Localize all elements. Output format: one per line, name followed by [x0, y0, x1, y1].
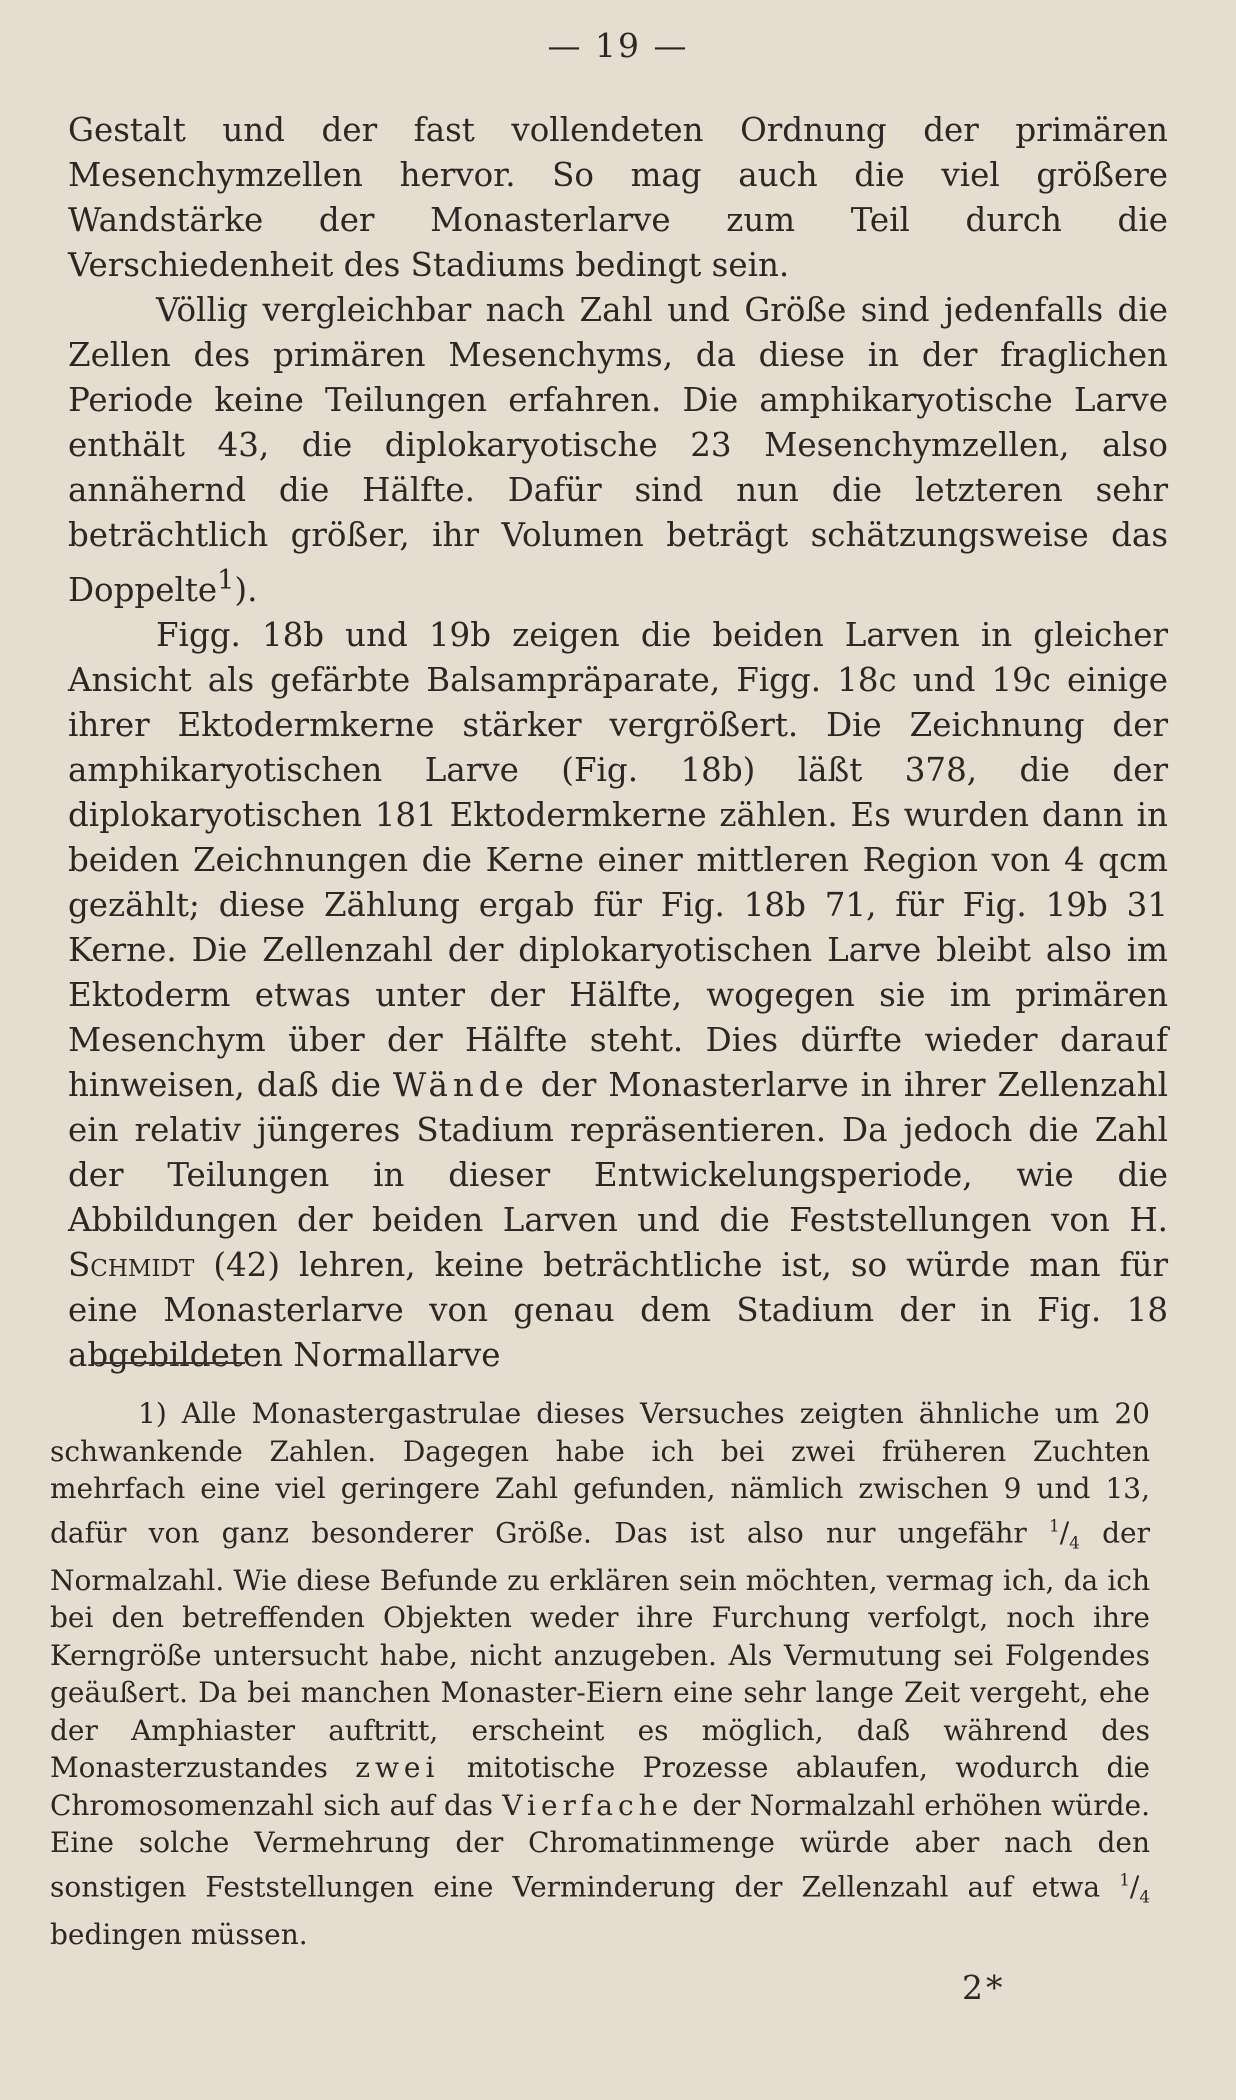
footnote-divider — [95, 1362, 245, 1364]
emphasis-vierfache: Vierfache — [502, 1788, 684, 1822]
footnote-text — [50, 1395, 1150, 1954]
fraction-quarter: $^1/_4$ — [1049, 1515, 1080, 1553]
main-text — [68, 108, 1168, 1378]
footnote-reference: 1 — [217, 565, 235, 596]
paragraph-2 — [68, 288, 1168, 613]
emphasis-waende: Wände — [392, 1065, 529, 1104]
footnote-text-d: der Normalzahl erhöhen würde. Eine solche Vermehrung der Chromatinmenge würde aber nach den sonstigen Feststellungen eine Verminderung der Zellenzahl auf etwa — [50, 1788, 1150, 1904]
paragraph-3-text-a: Figg. 18b und 19b zeigen die beiden Larven in gleicher Ansicht als gefärbte Balsampräparate, Figg. 18c und 19c einige ihrer Ektodermkerne stärker vergrößert. Die Zeichnung der amphikaryotischen Larve (Fig. 18b) läßt 378, die der diplokaryotischen 181 Ektodermkerne zählen. Es wurden dann in beiden Zeichnungen die Kerne einer mittleren Region von 4 qcm gezählt; diese Zählung ergab für Fig. 18b 71, für Fig. 19b 31 Kerne. Die Zellenzahl der diplokaryotischen Larve bleibt also im Ektoderm etwas unter der Hälfte, wogegen sie im primären Mesenchym über der Hälfte steht. Dies dürfte wieder darauf hinweisen, daß die — [68, 615, 1168, 1104]
fraction-numerator-2: 1 — [1119, 1869, 1130, 1890]
paragraph-1: Gestalt und der fast vollendeten Ordnung der primären Mesenchymzellen hervor. So mag auch die viel größere Wandstärke der Monasterlarve zum Teil durch die Verschiedenheit des Stadiums bedingt sein. — [68, 111, 1168, 284]
paragraph-3-text-c: (42) lehren, keine beträchtliche ist, so würde man für eine Monasterlarve von genau dem Stadium der in Fig. 18 abgebildeten Normallarve — [68, 1245, 1168, 1374]
emphasis-zwei: zwei — [355, 1751, 440, 1785]
fraction-numerator: 1 — [1049, 1515, 1060, 1536]
author-name: Schmidt — [68, 1245, 195, 1284]
footnote-text-e: bedingen müssen. — [50, 1918, 308, 1952]
paragraph-2-end: ). — [234, 570, 258, 609]
footnote-text-a: 1) Alle Monastergastrulae dieses Versuches zeigten ähnliche um 20 schwankende Zahlen. Dagegen habe ich bei zwei früheren Zuchten mehrfach eine viel geringere Zahl gefunden, nämlich zwischen 9 und 13, dafür von ganz besonderer Größe. Das ist also nur ungefähr — [50, 1397, 1150, 1549]
sheet-signature: 2* — [962, 1968, 1006, 2007]
fraction-denominator-2: 4 — [1139, 1886, 1150, 1907]
fraction-quarter-2: $^1/_4$ — [1119, 1869, 1150, 1907]
footnote-text-b: der Normalzahl. Wie diese Befunde zu erklären sein möchten, vermag ich, da ich bei den betreffenden Objekten weder ihre Furchung verfolgt, noch ihre Kerngröße untersucht habe, nicht anzugeben. Als Vermutung sei Folgendes geäußert. Da bei manchen Monaster-Eiern eine sehr lange Zeit vergeht, ehe der Amphiaster auftritt, erscheint es möglich, daß während des Monasterzustandes — [50, 1515, 1150, 1785]
fraction-denominator: 4 — [1069, 1532, 1080, 1553]
paragraph-3 — [68, 613, 1168, 1378]
footnote-text-c: mitotische Prozesse ablaufen, wodurch die Chromosomenzahl sich auf das — [50, 1751, 1150, 1822]
paragraph-2-text: Völlig vergleichbar nach Zahl und Größe sind jedenfalls die Zellen des primären Mesenchyms, da diese in der fraglichen Periode keine Teilungen erfahren. Die amphikaryotische Larve enthält 43, die diplokaryotische 23 Mesenchymzellen, also annähernd die Hälfte. Dafür sind nun die letzteren sehr beträchtlich größer, ihr Volumen beträgt schätzungsweise das Doppelte — [68, 291, 1168, 609]
page-number: — 19 — — [547, 26, 689, 65]
paragraph-3-text-b: der Monasterlarve in ihrer Zellenzahl ein relativ jüngeres Stadium repräsentieren. Da jedoch die Zahl der Teilungen in dieser Entwickelungsperiode, wie die Abbildungen der beiden Larven und die Feststellungen von H. — [68, 1065, 1168, 1239]
footnote — [50, 1395, 1150, 1954]
